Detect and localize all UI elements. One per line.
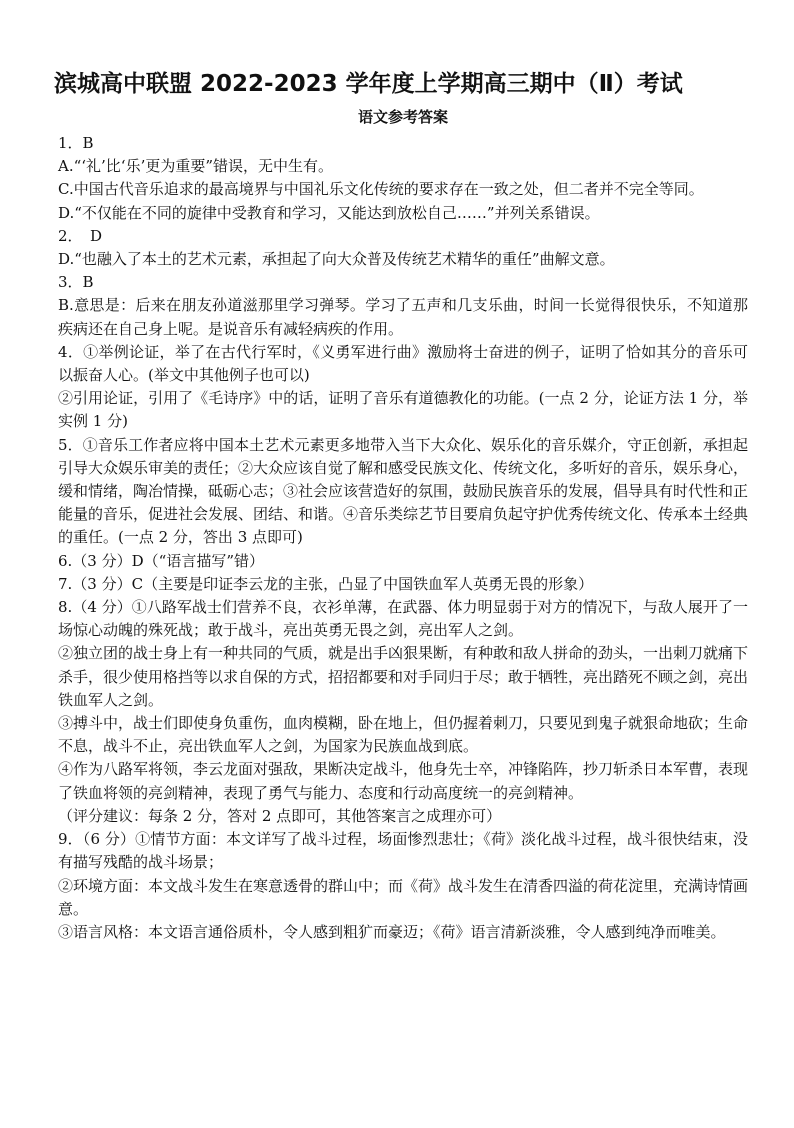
- answer-8-point-1: 8.（4 分）①八路军战士们营养不良，衣衫单薄，在武器、体力明显弱于对方的情况下，与敌人展开了一场惊心动魄的殊死战；敢于战斗，亮出英勇无畏之剑，亮出军人之剑。: [58, 598, 748, 640]
- answer-1-option-d: D.“不仅能在不同的旋律中受教育和学习，又能达到放松自己……”并列关系错误。: [58, 203, 600, 222]
- answer-7: 7.（3 分）C（主要是印证李云龙的主张，凸显了中国铁血军人英勇无畏的形象）: [58, 574, 594, 593]
- page-title: 滨城高中联盟 2022-2023 学年度上学期高三期中（Ⅱ）考试: [54, 71, 683, 97]
- answer-8-point-2: ②独立团的战士身上有一种共同的气质，就是出手凶狠果断，有种敢和敌人拼命的劲头，一出刺刀就痛下杀手，很少使用格挡等以求自保的方式，招招都要和对手同归于尽；敢于牺牲，亮出踏死不顾之剑，亮出铁血军人之剑。: [58, 644, 749, 709]
- answer-8-point-4: ④作为八路军将领，李云龙面对强敌，果断决定战斗，他身先士卒，冲锋陷阵，抄刀斩杀日本军曹，表现了铁血将领的亮剑精神，表现了勇气与能力、态度和行动高度统一的亮剑精神。: [58, 760, 749, 802]
- page-subtitle: 语文参考答案: [357, 108, 448, 126]
- answer-1: 1．B: [58, 134, 94, 152]
- answer-1-option-a: A.“‘礼’比‘乐’更为重要”错误，无中生有。: [58, 157, 334, 176]
- answer-9-point-3: ③语言风格：本文语言通俗质朴，令人感到粗犷而豪迈；《荷》语言清新淡雅，令人感到纯净而唯美。: [58, 922, 726, 941]
- answer-sheet-page: [54, 68, 749, 944]
- answer-1-option-c: C.中国古代音乐追求的最高境界与中国礼乐文化传统的要求存在一致之处，但二者并不完全等同。: [58, 180, 704, 199]
- answer-8-scoring-note: （评分建议：每条 2 分，答对 2 点即可，其他答案言之成理亦可）: [58, 806, 502, 825]
- answer-2-option-d: D.“也融入了本土的艺术元素，承担起了向大众普及传统艺术精华的重任”曲解文意。: [58, 250, 615, 269]
- answer-5: 5．①音乐工作者应将中国本土艺术元素更多地带入当下大众化、娱乐化的音乐媒介，守正创新，承担起引导大众娱乐审美的责任；②大众应该自觉了解和感受民族文化、传统文化，多听好的音乐，娱乐身心，缓和情绪，陶冶情操，砥砺心志；③社会应该营造好的氛围，鼓励民族音乐的发展，倡导具有时代性和正能量的音乐，促进社会发展、团结、和谐。④音乐类综艺节目要肩负起守护优秀传统文化、传承本土经典的重任。(一点 2 分，答出 3 点即可): [58, 435, 749, 547]
- answer-2: 2． D: [58, 226, 103, 245]
- answer-3-option-b: B.意思是：后来在朋友孙道滋那里学习弹琴。学习了五声和几支乐曲，时间一长觉得很快乐，不知道那疾病还在自己身上呢。是说音乐有减轻病疾的作用。: [58, 296, 748, 338]
- answer-6: 6.（3 分）D（“语言描写”错）: [58, 551, 264, 570]
- answer-4-point-1: 4．①举例论证，举了在古代行军时，《义勇军进行曲》激励将士奋进的例子，证明了恰如其分的音乐可以振奋人心。(举文中其他例子也可以): [58, 342, 748, 385]
- answer-9-point-1: 9．（6 分）①情节方面：本文详写了战斗过程，场面惨烈悲壮；《荷》淡化战斗过程，战斗很快结束，没有描写残酷的战斗场景；: [58, 830, 748, 872]
- answer-8-point-3: ③搏斗中，战士们即使身负重伤，血肉模糊，卧在地上，但仍握着刺刀，只要见到鬼子就狠命地砍；生命不息，战斗不止，亮出铁血军人之剑，为国家为民族血战到底。: [58, 714, 749, 756]
- answer-9-point-2: ②环境方面：本文战斗发生在寒意透骨的群山中；而《荷》战斗发生在清香四溢的荷花淀里，充满诗情画意。: [58, 876, 749, 918]
- answer-3: 3．B: [58, 273, 94, 292]
- answer-4-point-2: ②引用论证，引用了《毛诗序》中的话，证明了音乐有道德教化的功能。(一点 2 分，论证方法 1 分，举实例 1 分): [58, 389, 748, 431]
